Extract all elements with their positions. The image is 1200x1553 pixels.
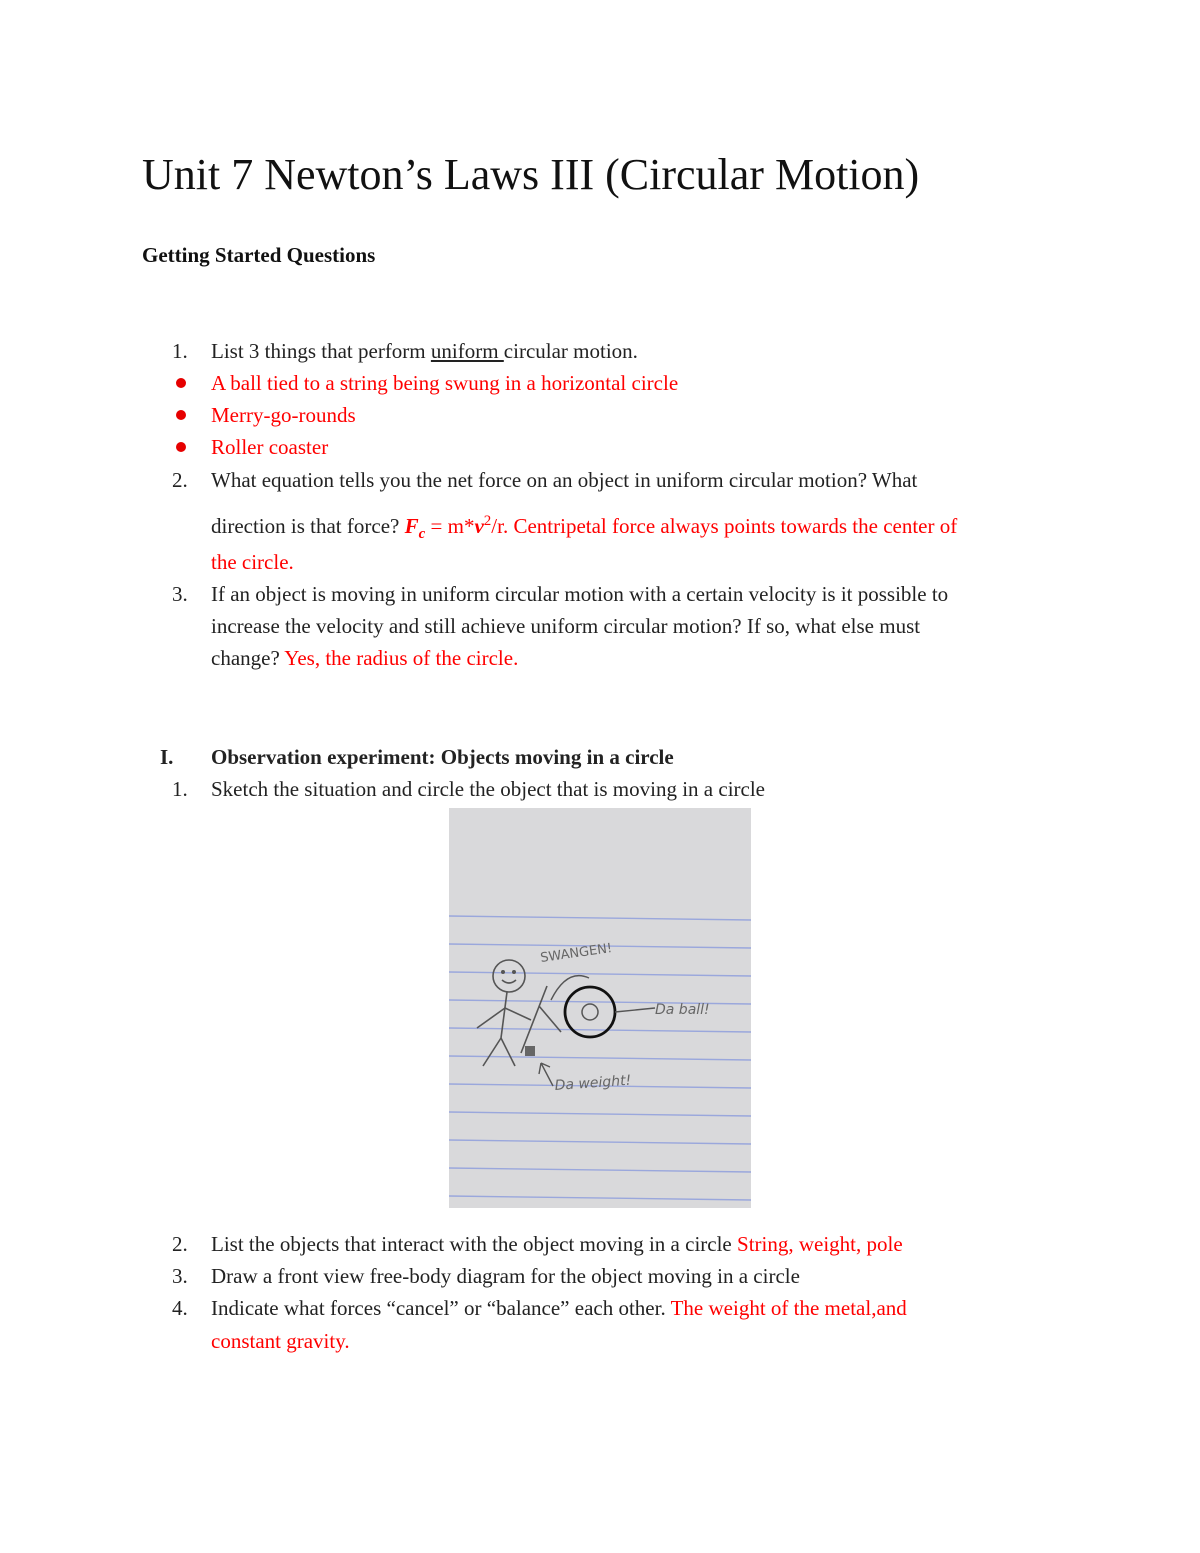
answer-item: Merry-go-rounds (211, 403, 356, 427)
question-3-line-3 (211, 642, 518, 674)
underlined-word: uniform (430, 339, 504, 363)
answer-item: A ball tied to a string being swung in a horizontal circle (211, 371, 679, 395)
force-symbol: F (404, 514, 419, 538)
answer-text: constant gravity. (211, 1329, 350, 1353)
answer-text: the circle. (211, 550, 294, 574)
section-number: I. (160, 745, 174, 769)
question-3-line-1: If an object is moving in uniform circular motion with a certain velocity is it possible to (211, 582, 949, 606)
question-text: circular motion. (503, 339, 638, 363)
force-subscript: c (418, 526, 426, 543)
question-text: change? (211, 646, 285, 670)
label-ball: Da ball! (655, 1002, 710, 1018)
question-2-line-2 (211, 505, 957, 550)
section-item-1: Sketch the situation and circle the object that is moving in a circle (211, 777, 765, 801)
bullet-dot (176, 410, 186, 420)
weight (525, 1046, 535, 1056)
question-text: direction is that force? (211, 514, 405, 538)
equation-text: = m* (425, 514, 475, 538)
answer-text: /r. Centripetal force always points towards the center of (491, 514, 958, 538)
question-text: List 3 things that perform (211, 339, 431, 363)
answer-text: String, weight, pole (737, 1232, 903, 1256)
question-3-line-2: increase the velocity and still achieve uniform circular motion? If so, what else must (211, 614, 921, 638)
question-text: Indicate what forces “cancel” or “balance” each other. (211, 1296, 671, 1320)
question-number: 1. (172, 777, 188, 801)
section-heading-getting-started: Getting Started Questions (142, 243, 376, 267)
section-item-4 (211, 1292, 907, 1324)
section-item-2 (211, 1228, 903, 1260)
question-number: 4. (172, 1296, 188, 1320)
question-1 (211, 335, 638, 367)
velocity-exponent: 2 (483, 513, 492, 529)
answer-text: The weight of the metal,and (670, 1296, 907, 1320)
question-text: List the objects that interact with the object moving in a circle (211, 1232, 738, 1256)
question-number: 3. (172, 582, 188, 606)
velocity-symbol: v (474, 514, 484, 538)
question-2-line-1: What equation tells you the net force on an object in uniform circular motion? What (211, 468, 918, 492)
answer-text: Yes, the radius of the circle. (284, 646, 519, 670)
question-number: 2. (172, 1232, 188, 1256)
label-weight: Da weight! (554, 1072, 632, 1094)
label-swangen: SWANGEN! (539, 941, 614, 966)
question-number: 3. (172, 1264, 188, 1288)
page-title: Unit 7 Newton’s Laws III (Circular Motion) (142, 150, 920, 199)
bullet-dot (176, 378, 186, 388)
section-title: Observation experiment: Objects moving in a circle (211, 745, 674, 769)
question-number: 2. (172, 468, 188, 492)
sketch-photo (449, 808, 751, 1208)
answer-item: Roller coaster (211, 435, 329, 459)
bullet-dot (176, 442, 186, 452)
question-number: 1. (172, 339, 188, 363)
section-item-3: Draw a front view free-body diagram for the object moving in a circle (211, 1264, 800, 1288)
